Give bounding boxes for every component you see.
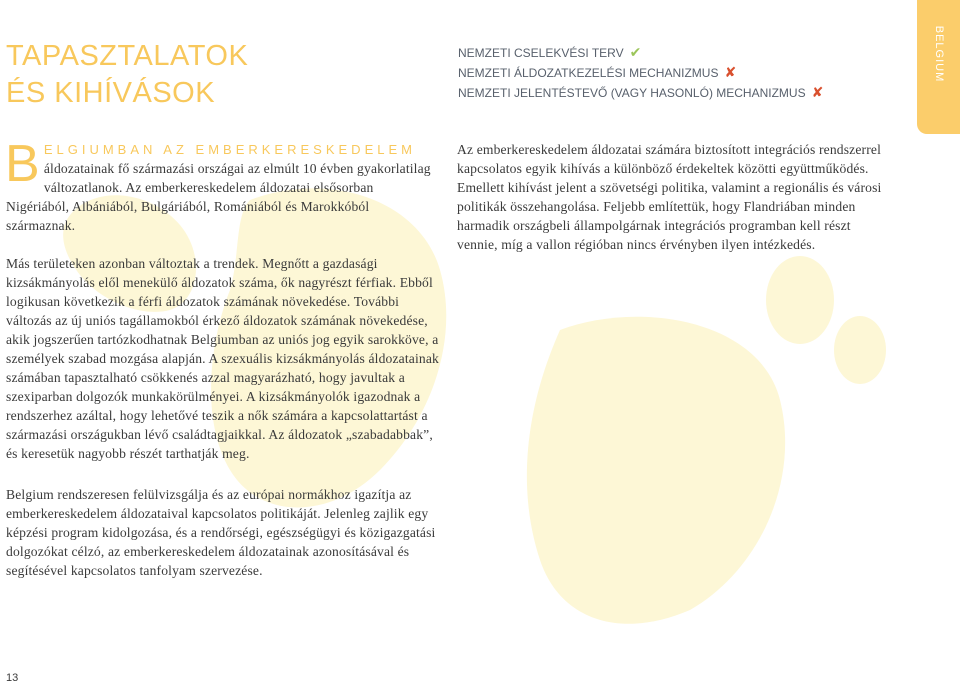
mechanism-label: NEMZETI JELENTÉSTEVŐ (VAGY HASONLÓ) MECHANIZMUS (458, 86, 806, 100)
intro-text: áldozatainak fő származási országai az elmúlt 10 évben gyakorlatilag változatlanok. Az emberkereskedelem áldozatai elsősorban Nigériából, Albániából, Bulgáriából, Romániából és Marokkóból származnak. (6, 161, 431, 233)
mechanism-label: NEMZETI CSELEKVÉSI TERV (458, 46, 624, 60)
title-line-1: TAPASZTALATOK (6, 40, 249, 72)
footprint-toe-2 (834, 316, 886, 384)
footprint-toe-1 (766, 256, 834, 344)
dropcap: B (5, 135, 40, 193)
page-title (6, 38, 248, 112)
mechanism-row (458, 83, 823, 103)
cross-icon: ✘ (724, 64, 737, 80)
mechanism-label: NEMZETI ÁLDOZATKEZELÉSI MECHANIZMUS (458, 66, 719, 80)
challenges-paragraph: Az emberkereskedelem áldozatai számára biztosított integrációs rendszerrel kapcsolatos egyik kihívás a különböző érdekeltek közötti együttműködés. Emellett kihívást jelent a szövetségi politika, valamint a regionális és városi politikák összehangolása. Feljebb említettük, hogy Flandriában minden harmadik országbeli állampolgárnak integrációs programban kell részt vennie, míg a vallon régióban nincs érvényben ilyen intézkedés. (457, 142, 882, 252)
mechanism-status-list (458, 43, 823, 103)
country-tab-label: BELGIUM (932, 25, 945, 83)
footprint-sole-right (527, 317, 785, 624)
trends-paragraph: Más területeken azonban változtak a trendek. Megnőtt a gazdasági kizsákmányolás elől menekülő áldozatok száma, ők nagyrészt férfiak. Ebből logikusan következik a férfi áldozatok számának növekedése. További változás az új uniós tagállamokból érkező áldozatok számának növekedése, akik jogszerűen tartózkodhatnak Belgiumban az uniós jog egyik sarokköve, a személyek szabad mozgása alapján. A szexuális kizsákmányolás áldozatainak számában tapasztalható csökkenés azzal magyarázható, hogy javultak a szexiparban dolgozók munkakörülményei. A kizsákmányolók igazodnak a rendszerhez azáltal, hogy lehetővé teszik a nők számára a kapcsolattartást a származási országukban lévő családtagjaikkal. Az áldozatok „szabadabbak”, és keresetük nagyobb részét tarthatják meg. (6, 256, 439, 461)
policy-paragraph: Belgium rendszeresen felülvizsgálja és az európai normákhoz igazítja az emberkereskedelem áldozataival kapcsolatos politikáját. Jelenleg zajlik egy képzési program kidolgozása, és a rendőrségi, egészségügyi és közigazgatási dolgozókat célzó, az emberkereskedelem áldozatainak azonosításával és segítésével kapcsolatos tanfolyam szervezése. (6, 487, 436, 578)
right-column (457, 140, 893, 254)
checkmark-icon: ✔ (629, 44, 642, 60)
country-tab (917, 0, 960, 134)
lead-caps: ELGIUMBAN AZ EMBERKERESKEDELEM (43, 142, 416, 157)
title-line-2: ÉS KIHÍVÁSOK (6, 77, 216, 109)
intro-paragraph (5, 135, 440, 235)
cross-icon: ✘ (811, 84, 824, 100)
left-column (5, 135, 440, 580)
page-number: 13 (6, 672, 19, 684)
mechanism-row (458, 43, 823, 63)
mechanism-row (458, 63, 823, 83)
